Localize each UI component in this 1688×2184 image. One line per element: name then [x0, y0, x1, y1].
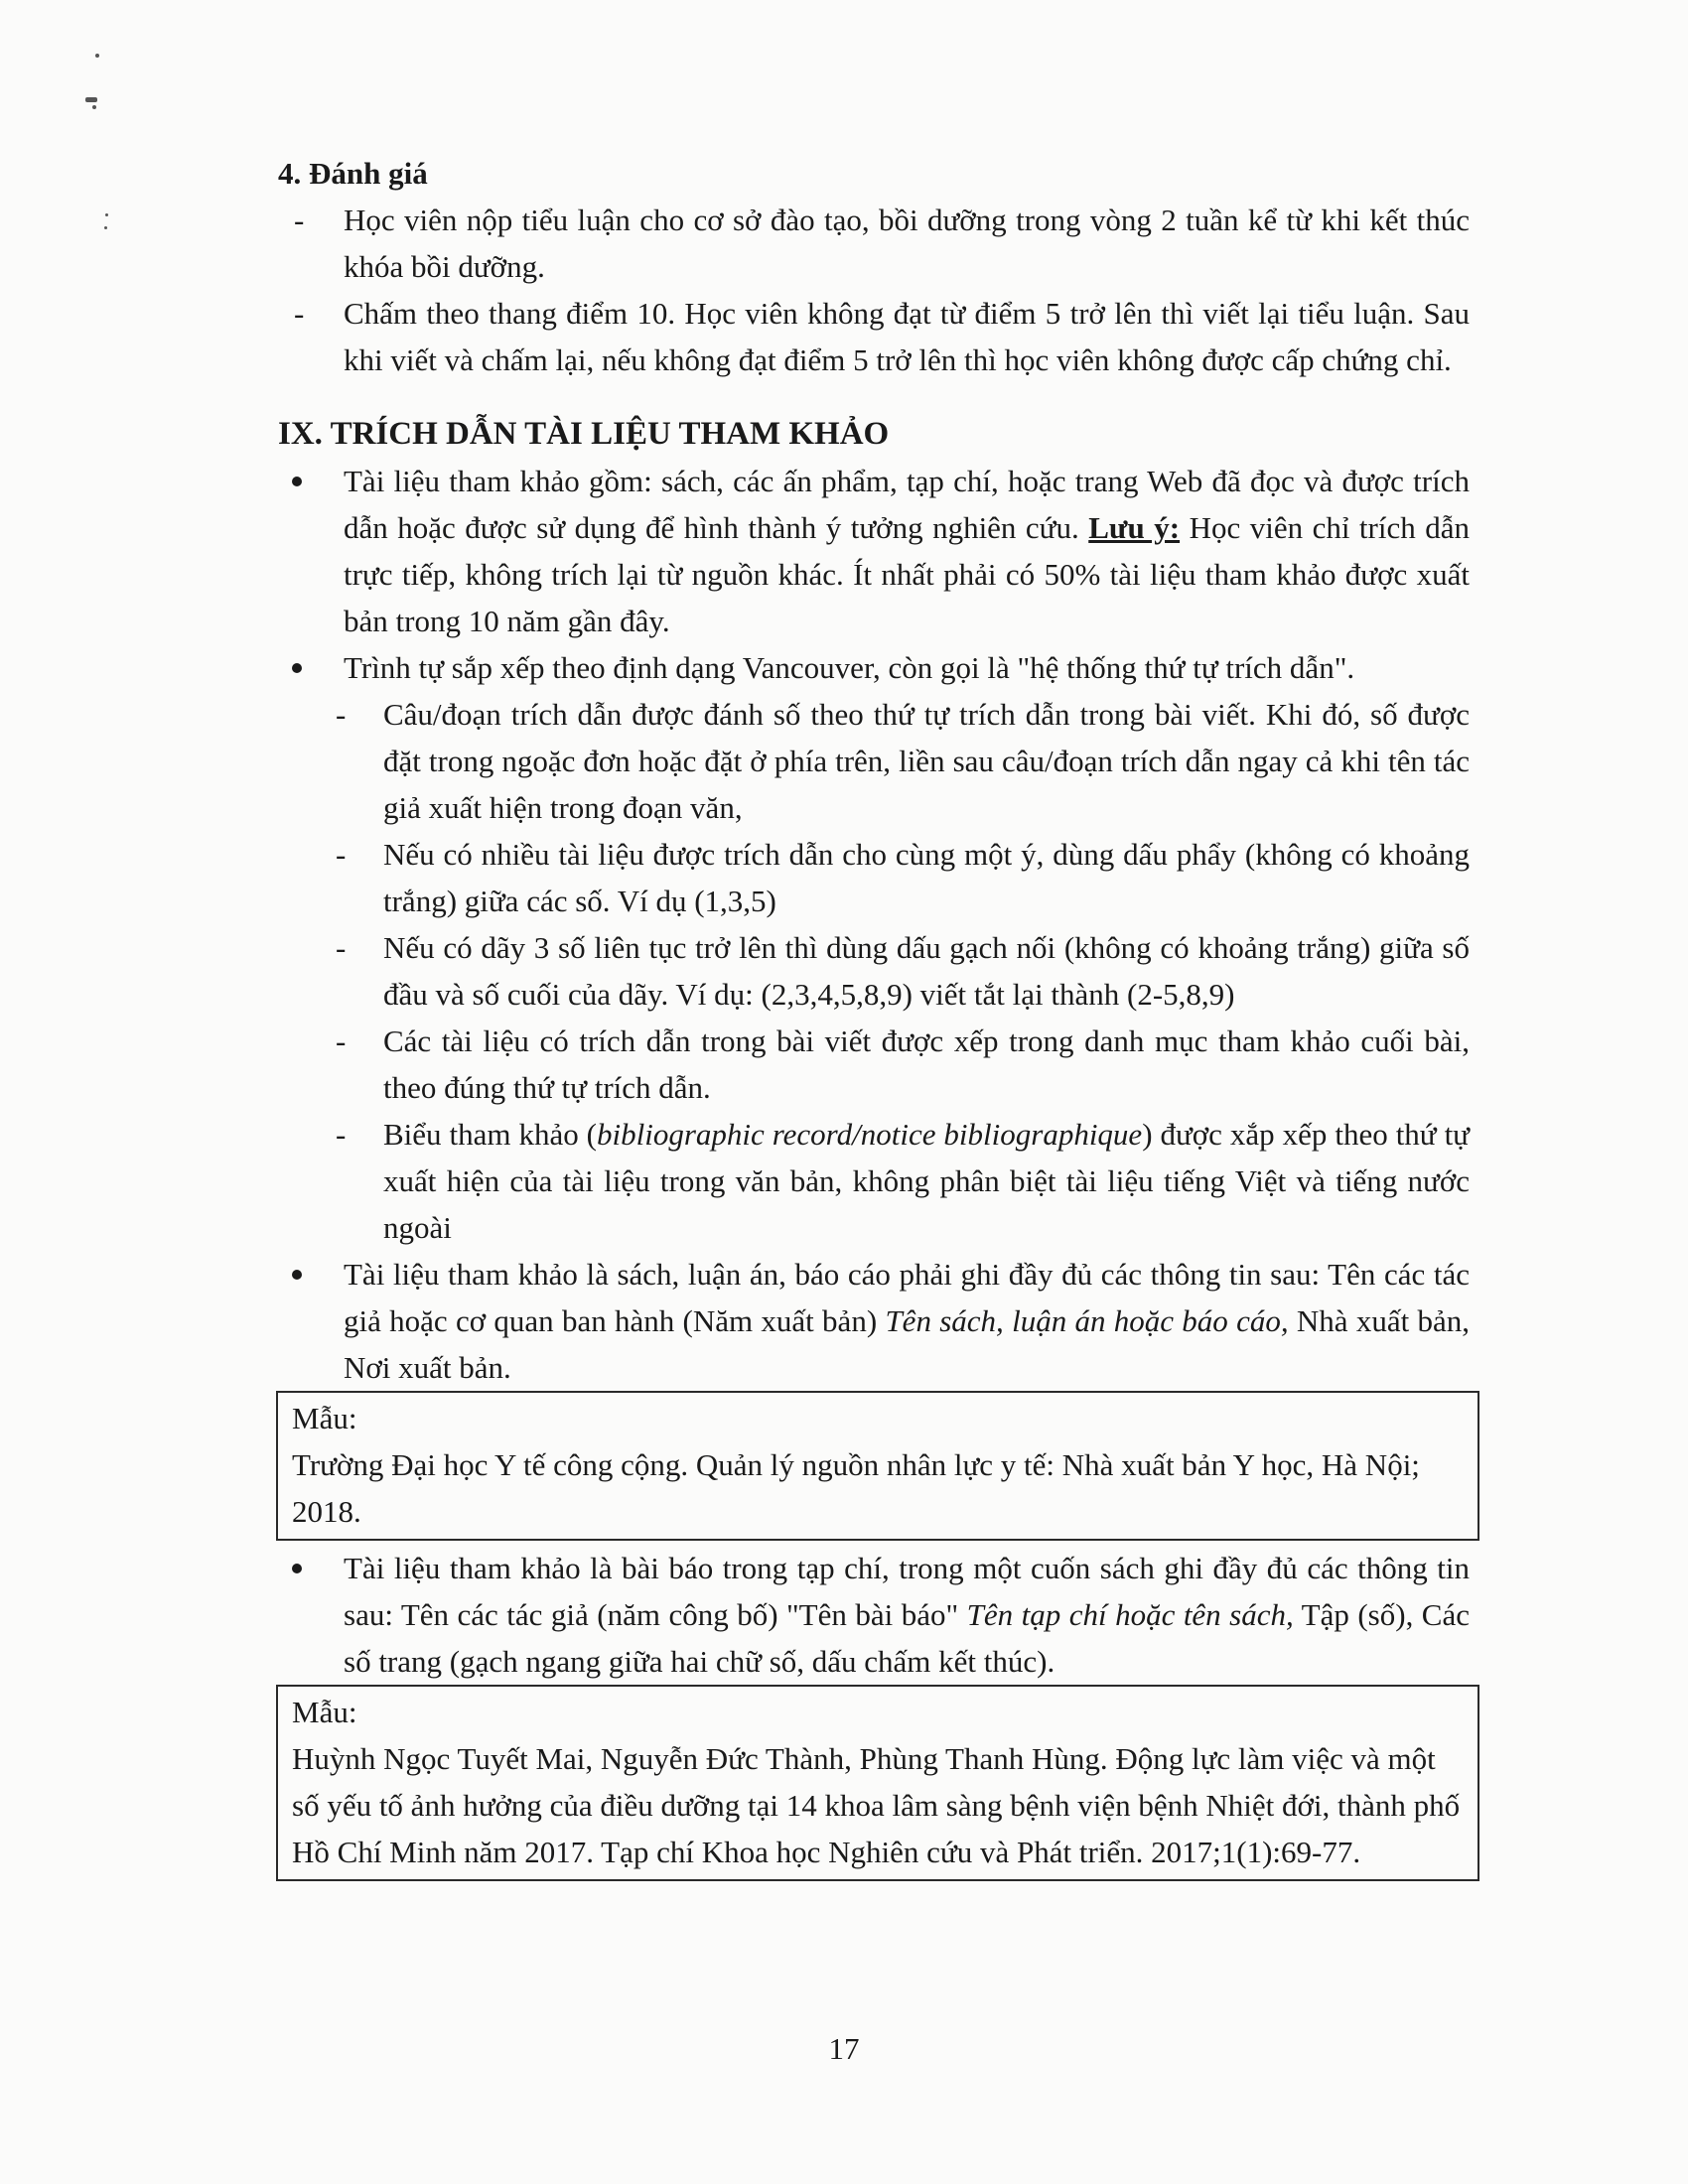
sub-list-item: [278, 831, 1470, 924]
bullet-text: Tài liệu tham khảo là bài báo trong tạp chí, trong một cuốn sách ghi đầy đủ các thông tin sau: Tên các tác giả (năm công bố) "Tên bài báo": [344, 1551, 1470, 1632]
sub-item-text: Các tài liệu có trích dẫn trong bài viết được xếp trong danh mục tham khảo cuối bài, theo đúng thứ tự trích dẫn.: [383, 1024, 1470, 1105]
bullet-italic: Tên sách, luận án hoặc báo cáo,: [885, 1303, 1289, 1338]
sub-item-text: Câu/đoạn trích dẫn được đánh số theo thứ tự trích dẫn trong bài viết. Khi đó, số được đặt trong ngoặc đơn hoặc đặt ở phía trên, liền sau câu/đoạn trích dẫn ngay cả khi tên tác giả xuất hiện trong đoạn văn,: [383, 697, 1470, 825]
dash-marker: -: [294, 203, 305, 237]
sample-text: Huỳnh Ngọc Tuyết Mai, Nguyễn Đức Thành, Phùng Thanh Hùng. Động lực làm việc và một số yếu tố ảnh hưởng của điều dưỡng tại 14 khoa lâm sàng bệnh viện bệnh Nhiệt đới, thành phố Hồ Chí Minh năm 2017. Tạp chí Khoa học Nghiên cứu và Phát triển. 2017;1(1):69-77.: [292, 1741, 1461, 1869]
dash-marker: -: [294, 296, 305, 331]
sample-box-book: [276, 1391, 1479, 1541]
bullet-text: Tập (số), Các số trang (gạch ngang giữa hai chữ số, dấu chấm kết thúc).: [344, 1597, 1470, 1679]
bullet-item: [278, 1251, 1470, 1391]
sub-item-text: Nếu có dãy 3 số liên tục trở lên thì dùng dấu gạch nối (không có khoảng trắng) giữa số đầu và số cuối của dãy. Ví dụ: (2,3,4,5,8,9) viết tắt lại thành (2-5,8,9): [383, 930, 1470, 1012]
sample-label: Mẫu:: [292, 1401, 357, 1435]
section-heading-references: IX. TRÍCH DẪN TÀI LIỆU THAM KHẢO: [278, 416, 890, 452]
scan-artifact: [105, 213, 108, 216]
sub-item-italic: bibliographic record/notice bibliographique: [597, 1117, 1143, 1152]
bullet-text: Học viên chỉ trích dẫn trực tiếp, không trích lại từ nguồn khác. Ít nhất phải có 50% tài liệu tham khảo được xuất bản trong 10 năm gần đây.: [344, 510, 1470, 638]
bullet-item: [278, 644, 1470, 691]
sub-item-text: Nếu có nhiều tài liệu được trích dẫn cho cùng một ý, dùng dấu phẩy (không có khoảng trắng) giữa các số. Ví dụ (1,3,5): [383, 837, 1470, 918]
bullet-marker: [292, 1564, 302, 1573]
bullet-marker: [292, 477, 302, 486]
scan-artifact: [92, 105, 96, 109]
page-number: 17: [828, 2031, 860, 2066]
bullet-text: Trình tự sắp xếp theo định dạng Vancouver, còn gọi là "hệ thống thứ tự trích dẫn".: [344, 650, 1355, 685]
dash-marker: -: [336, 1117, 347, 1152]
list-item: [278, 290, 1470, 383]
sub-list-item: [278, 1111, 1470, 1251]
bullet-text: Tài liệu tham khảo gồm: sách, các ấn phẩm, tạp chí, hoặc trang Web đã đọc và được trích dẫn hoặc được sử dụng để hình thành ý tưởng nghiên cứu.: [344, 464, 1470, 545]
dash-marker: -: [336, 930, 347, 965]
sub-list-item: [278, 924, 1470, 1018]
bullet-item: [278, 1545, 1470, 1685]
list-item-text: Chấm theo thang điểm 10. Học viên không đạt từ điểm 5 trở lên thì viết lại tiểu luận. Sau khi viết và chấm lại, nếu không đạt điểm 5 trở lên thì học viên không được cấp chứng chỉ.: [344, 296, 1470, 377]
bullet-marker: [292, 663, 302, 673]
scan-artifact: [85, 97, 97, 102]
section-heading-evaluation: 4. Đánh giá: [278, 156, 428, 191]
bullet-text: Tài liệu tham khảo là sách, luận án, báo cáo phải ghi đầy đủ các thông tin sau: Tên các tác giả hoặc cơ quan ban hành (Năm xuất bản): [344, 1257, 1470, 1338]
scan-artifact: [104, 226, 107, 229]
bullet-marker: [292, 1270, 302, 1280]
sample-text: Trường Đại học Y tế công cộng. Quản lý nguồn nhân lực y tế: Nhà xuất bản Y học, Hà Nội; 2018.: [292, 1447, 1420, 1529]
dash-marker: -: [336, 697, 347, 732]
dash-marker: -: [336, 1024, 347, 1058]
page-content: [278, 150, 1470, 1881]
sub-item-text: Biểu tham khảo (: [383, 1117, 598, 1152]
bullet-text: Nhà xuất bản, Nơi xuất bản.: [344, 1303, 1470, 1385]
bullet-item: [278, 458, 1470, 644]
bullet-italic: Tên tạp chí hoặc tên sách,: [966, 1597, 1294, 1632]
dash-marker: -: [336, 837, 347, 872]
note-label: Lưu ý:: [1088, 510, 1181, 545]
list-item-text: Học viên nộp tiểu luận cho cơ sở đào tạo, bồi dưỡng trong vòng 2 tuần kể từ khi kết thúc khóa bồi dưỡng.: [344, 203, 1470, 284]
scan-artifact: [95, 54, 99, 58]
sub-list-item: [278, 691, 1470, 831]
sub-item-text: ) được xắp xếp theo thứ tự xuất hiện của tài liệu trong văn bản, không phân biệt tài liệu tiếng Việt và tiếng nước ngoài: [383, 1117, 1470, 1245]
sample-label: Mẫu:: [292, 1695, 357, 1729]
sub-list-item: [278, 1018, 1470, 1111]
sample-box-article: [276, 1685, 1479, 1881]
list-item: [278, 197, 1470, 290]
